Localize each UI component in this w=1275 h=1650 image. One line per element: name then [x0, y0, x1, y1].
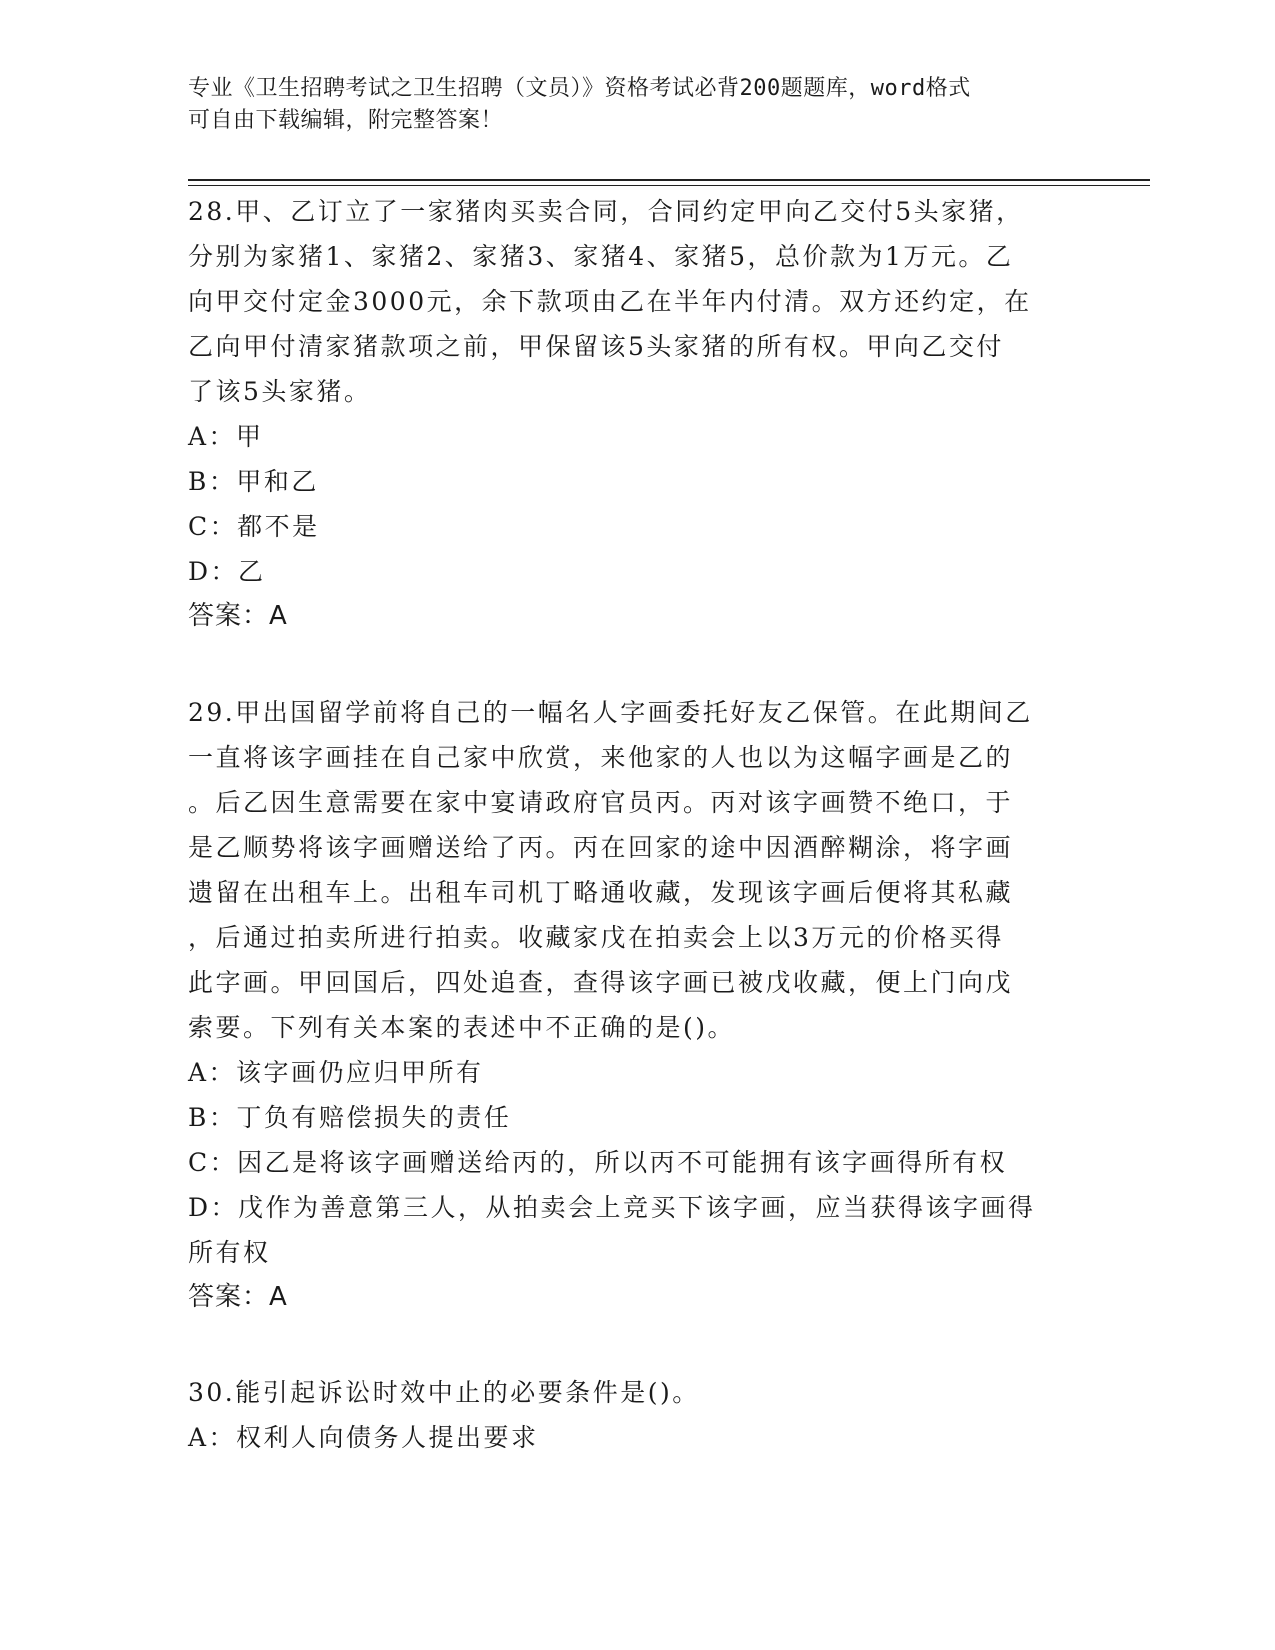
question-text-line: 。后乙因生意需要在家中宴请政府官员丙。丙对该字画赞不绝口，于: [188, 788, 1014, 817]
option-d: D：戊作为善意第三人，从拍卖会上竞买下该字画，应当获得该字画得: [188, 1193, 1036, 1222]
question-30: [188, 1370, 1088, 1460]
answer-label: 答案：A: [188, 1282, 288, 1312]
question-text-line: ，后通过拍卖所进行拍卖。收藏家戊在拍卖会上以3万元的价格买得: [188, 923, 1004, 952]
option-b: B：甲和乙: [188, 467, 319, 496]
question-28: [188, 189, 1088, 639]
header-line-1: 专业《卫生招聘考试之卫生招聘（文员）》资格考试必背200题题库，word格式: [188, 76, 971, 101]
option-c: C：都不是: [188, 512, 320, 541]
option-a: A：该字画仍应归甲所有: [188, 1058, 484, 1087]
question-text-line: 乙向甲付清家猪款项之前，甲保留该5头家猪的所有权。甲向乙交付: [188, 332, 1004, 361]
question-text-line: 分别为家猪1、家猪2、家猪3、家猪4、家猪5，总价款为1万元。乙: [188, 242, 1014, 271]
document-header: [188, 73, 1088, 137]
question-29: [188, 690, 1088, 1320]
option-c: C：因乙是将该字画赠送给丙的，所以丙不可能拥有该字画得所有权: [188, 1148, 1008, 1177]
question-text-line: 了该5头家猪。: [188, 377, 372, 406]
question-text-line: 向甲交付定金3000元，余下款项由乙在半年内付清。双方还约定，在: [188, 287, 1032, 316]
header-divider: [188, 179, 1150, 181]
question-text-line: 30.能引起诉讼时效中止的必要条件是()。: [188, 1378, 700, 1407]
option-a: A：权利人向债务人提出要求: [188, 1423, 539, 1452]
question-text-line: 一直将该字画挂在自己家中欣赏，来他家的人也以为这幅字画是乙的: [188, 743, 1014, 772]
question-text-line: 29.甲出国留学前将自己的一幅名人字画委托好友乙保管。在此期间乙: [188, 698, 1033, 727]
header-divider-thin: [188, 185, 1150, 186]
option-d-continued: 所有权: [188, 1238, 271, 1267]
option-b: B：丁负有赔偿损失的责任: [188, 1103, 512, 1132]
question-text-line: 索要。下列有关本案的表述中不正确的是()。: [188, 1013, 736, 1042]
header-line-2: 可自由下载编辑，附完整答案！: [188, 108, 504, 133]
option-d: D：乙: [188, 557, 266, 586]
question-text-line: 28.甲、乙订立了一家猪肉买卖合同，合同约定甲向乙交付5头家猪，: [188, 197, 1024, 226]
question-text-line: 此字画。甲回国后，四处追查，查得该字画已被戊收藏，便上门向戊: [188, 968, 1014, 997]
question-text-line: 遗留在出租车上。出租车司机丁略通收藏，发现该字画后便将其私藏: [188, 878, 1014, 907]
question-text-line: 是乙顺势将该字画赠送给了丙。丙在回家的途中因酒醉糊涂，将字画: [188, 833, 1014, 862]
answer-label: 答案：A: [188, 601, 288, 631]
option-a: A：甲: [188, 422, 264, 451]
